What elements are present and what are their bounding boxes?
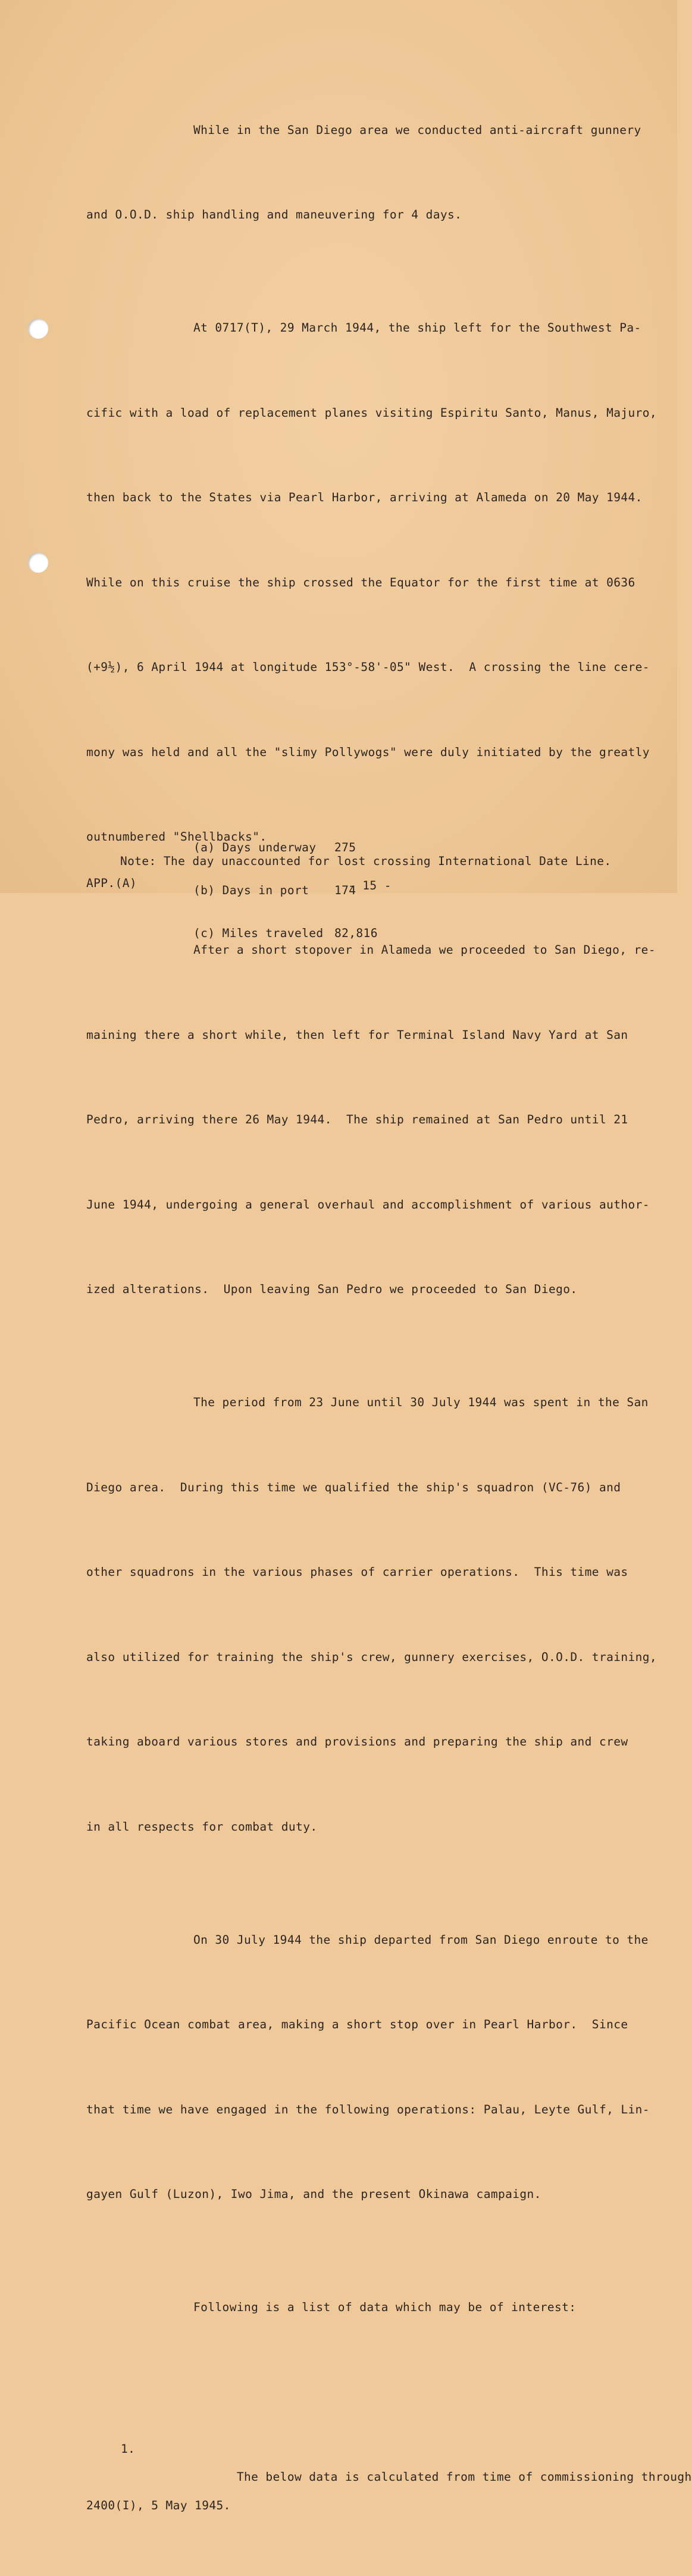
text-line: gayen Gulf (Luzon), Iwo Jima, and the present Okinawa campaign. xyxy=(86,2187,541,2201)
text-line: cific with a load of replacement planes visiting Espiritu Santo, Manus, Majuro, xyxy=(86,405,657,420)
text-line: other squadrons in the various phases of carrier operations. This time was xyxy=(86,1565,628,1579)
text-line: maining there a short while, then left for Terminal Island Navy Yard at San xyxy=(86,1028,628,1042)
text-line: June 1944, undergoing a general overhaul and accomplishment of various author- xyxy=(86,1197,650,1211)
text-line: in all respects for combat duty. xyxy=(86,1819,318,1834)
data-label: (b) Days in port xyxy=(193,883,309,897)
text-line: then back to the States via Pearl Harbor, arriving at Alameda on 20 May 1944. xyxy=(86,491,643,504)
data-row xyxy=(193,926,378,941)
text-line: and O.O.D. ship handling and maneuvering for 4 days. xyxy=(86,208,462,221)
item-number: 1. xyxy=(121,2441,136,2456)
text-line: Diego area. During this time we qualified the ship's squadron (VC-76) and xyxy=(86,1480,621,1494)
data-label: (c) Miles traveled xyxy=(193,926,324,940)
text-line: After a short stopover in Alameda we proceeded to San Diego, re- xyxy=(193,943,656,957)
text-line: On 30 July 1944 the ship departed from San Diego enroute to the xyxy=(193,1932,649,1947)
text-line: While in the San Diego area we conducted anti-aircraft gunnery xyxy=(193,123,641,137)
data-value: 275 xyxy=(334,841,356,854)
text-line: At 0717(T), 29 March 1944, the ship left for the Southwest Pa- xyxy=(193,321,641,335)
page-number: - 15 - xyxy=(348,879,392,892)
data-value: 82,816 xyxy=(334,926,378,940)
text-line: 2400(I), 5 May 1945. xyxy=(86,2498,231,2512)
item-text: The below data is calculated from time of commissioning through xyxy=(236,2470,692,2484)
text-line: Pedro, arriving there 26 May 1944. The ship remained at San Pedro until 21 xyxy=(86,1113,628,1126)
text-line: mony was held and all the "slimy Pollywogs" were duly initiated by the greatly xyxy=(86,745,650,759)
appendix-label: APP.(A) xyxy=(86,876,137,890)
numbered-item xyxy=(86,2406,692,2484)
text-line: While on this cruise the ship crossed the Equator for the first time at 0636 xyxy=(86,575,635,589)
data-value: 174 xyxy=(334,883,356,897)
text-line: that time we have engaged in the following operations: Palau, Leyte Gulf, Lin- xyxy=(86,2102,650,2116)
text-line: Pacific Ocean combat area, making a short stop over in Pearl Harbor. Since xyxy=(86,2018,628,2031)
text-line: The period from 23 June until 30 July 1944 was spent in the San xyxy=(193,1395,649,1409)
data-label: (a) Days underway xyxy=(193,841,317,854)
punch-hole-upper xyxy=(28,319,48,339)
text-line: outnumbered "Shellbacks". xyxy=(86,830,267,844)
text-line: also utilized for training the ship's crew, gunnery exercises, O.O.D. training, xyxy=(86,1650,657,1664)
note-text: Note: The day unaccounted for lost crossing International Date Line. xyxy=(120,854,612,868)
punch-hole-lower xyxy=(28,552,48,573)
text-line: taking aboard various stores and provisions and preparing the ship and crew xyxy=(86,1735,628,1748)
text-line: Following is a list of data which may be of interest: xyxy=(193,2300,577,2314)
data-row xyxy=(193,841,378,855)
text-line: (+9½), 6 April 1944 at longitude 153°-58'-05" West. A crossing the line cere- xyxy=(86,660,650,674)
body-text xyxy=(86,31,692,2576)
text-line: ized alterations. Upon leaving San Pedro we proceeded to San Diego. xyxy=(86,1282,578,1296)
